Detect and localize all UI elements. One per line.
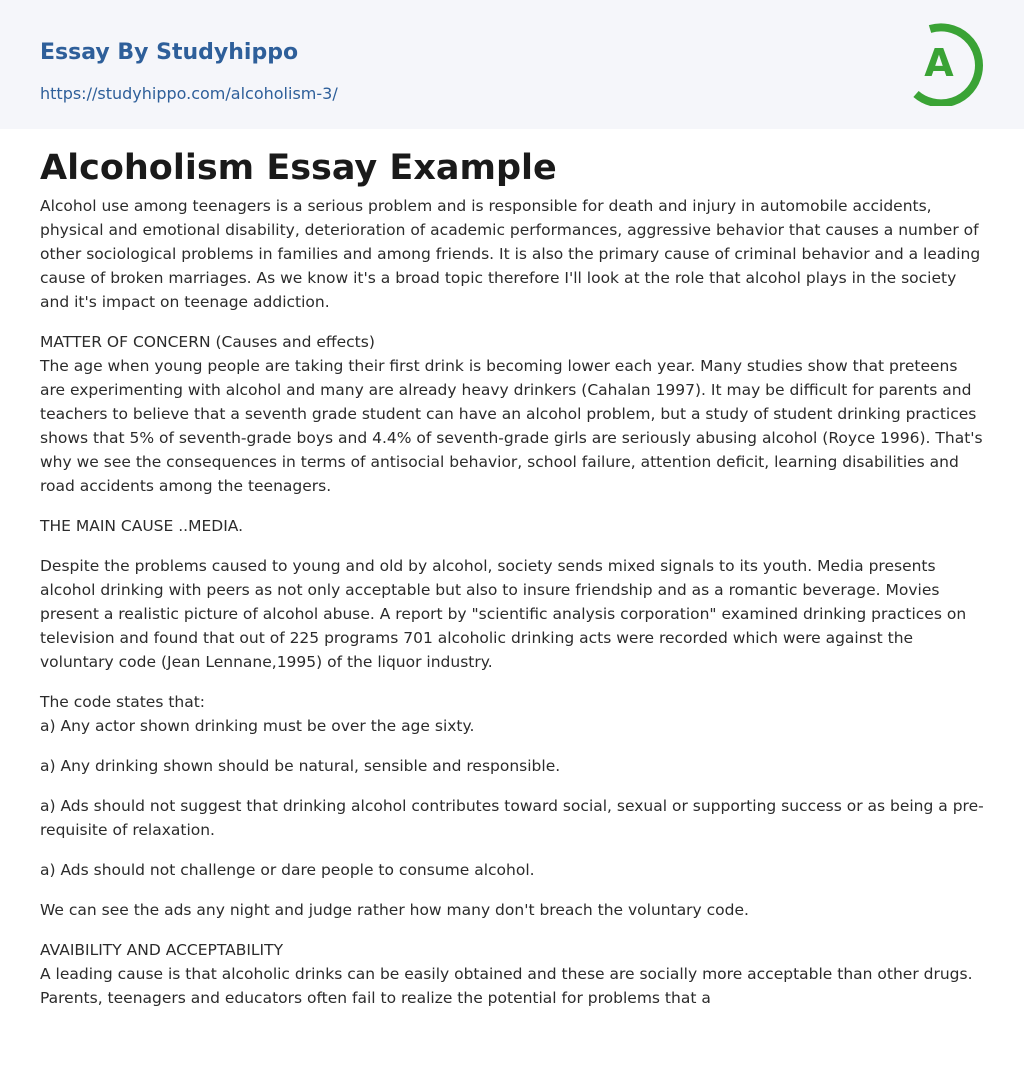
code-item-2: a) Any drinking shown should be natural, sensible and responsible.: [40, 757, 561, 775]
essay-url-link[interactable]: https://studyhippo.com/alcoholism-3/: [40, 84, 338, 103]
code-intro: The code states that:: [40, 693, 206, 711]
essay-body: [40, 194, 984, 1026]
section-availability: [40, 938, 984, 1010]
heading-concern: MATTER OF CONCERN (Causes and effects): [40, 333, 375, 351]
paragraph-concern: The age when young people are taking their first drink is becoming lower each year. Many studies show that preteens are experimenting with alcohol and many are already heavy drinkers (Cahalan 1997). It may be difficult for parents and teachers to believe that a seventh grade student can have an alcohol problem, but a study of student drinking practices shows that 5% of seventh-grade boys and 4.4% of seventh-grade girls are seriously abusing alcohol (Royce 1996). That's why we see the consequences in terms of antisocial behavior, school failure, attention deficit, learning disabilities and road accidents among the teenagers.: [40, 357, 983, 495]
heading-media: THE MAIN CAUSE ..MEDIA.: [40, 517, 244, 535]
paragraph-availability: A leading cause is that alcoholic drinks can be easily obtained and these are socially more acceptable than other drugs. Parents, teenagers and educators often fail to realize the potential for problems that a: [40, 965, 973, 1007]
code-item-3: a) Ads should not suggest that drinking alcohol contributes toward social, sexual or supporting success or as being a pre-requisite of relaxation.: [40, 797, 984, 839]
heading-availability: AVAIBILITY AND ACCEPTABILITY: [40, 941, 284, 959]
site-header: [0, 0, 1024, 129]
section-concern: [40, 330, 984, 498]
code-item-1: a) Any actor shown drinking must be over the age sixty.: [40, 717, 475, 735]
logo-letter: A: [924, 41, 954, 85]
code-item-4: a) Ads should not challenge or dare people to consume alcohol.: [40, 861, 535, 879]
paragraph-intro: Alcohol use among teenagers is a serious problem and is responsible for death and injury in automobile accidents, physical and emotional disability, deterioration of academic performances, aggressive behavior that causes a number of other sociological problems in families and among friends. It is also the primary cause of criminal behavior and a leading cause of broken marriages. As we know it's a broad topic therefore I'll look at the role that alcohol plays in the society and it's impact on teenage addiction.: [40, 197, 981, 311]
section-code: [40, 690, 984, 738]
site-brand[interactable]: Essay By Studyhippo: [40, 40, 299, 65]
paragraph-ads: We can see the ads any night and judge rather how many don't breach the voluntary code.: [40, 901, 749, 919]
studyhippo-logo-icon[interactable]: [904, 18, 988, 106]
page-title: Alcoholism Essay Example: [40, 148, 557, 188]
paragraph-media: Despite the problems caused to young and old by alcohol, society sends mixed signals to its youth. Media presents alcohol drinking with peers as not only acceptable but also to insure friendship and as a romantic beverage. Movies present a realistic picture of alcohol abuse. A report by "scientific analysis corporation" examined drinking practices on television and found that out of 225 programs 701 alcoholic drinking acts were recorded which were against the voluntary code (Jean Lennane,1995) of the liquor industry.: [40, 557, 967, 671]
